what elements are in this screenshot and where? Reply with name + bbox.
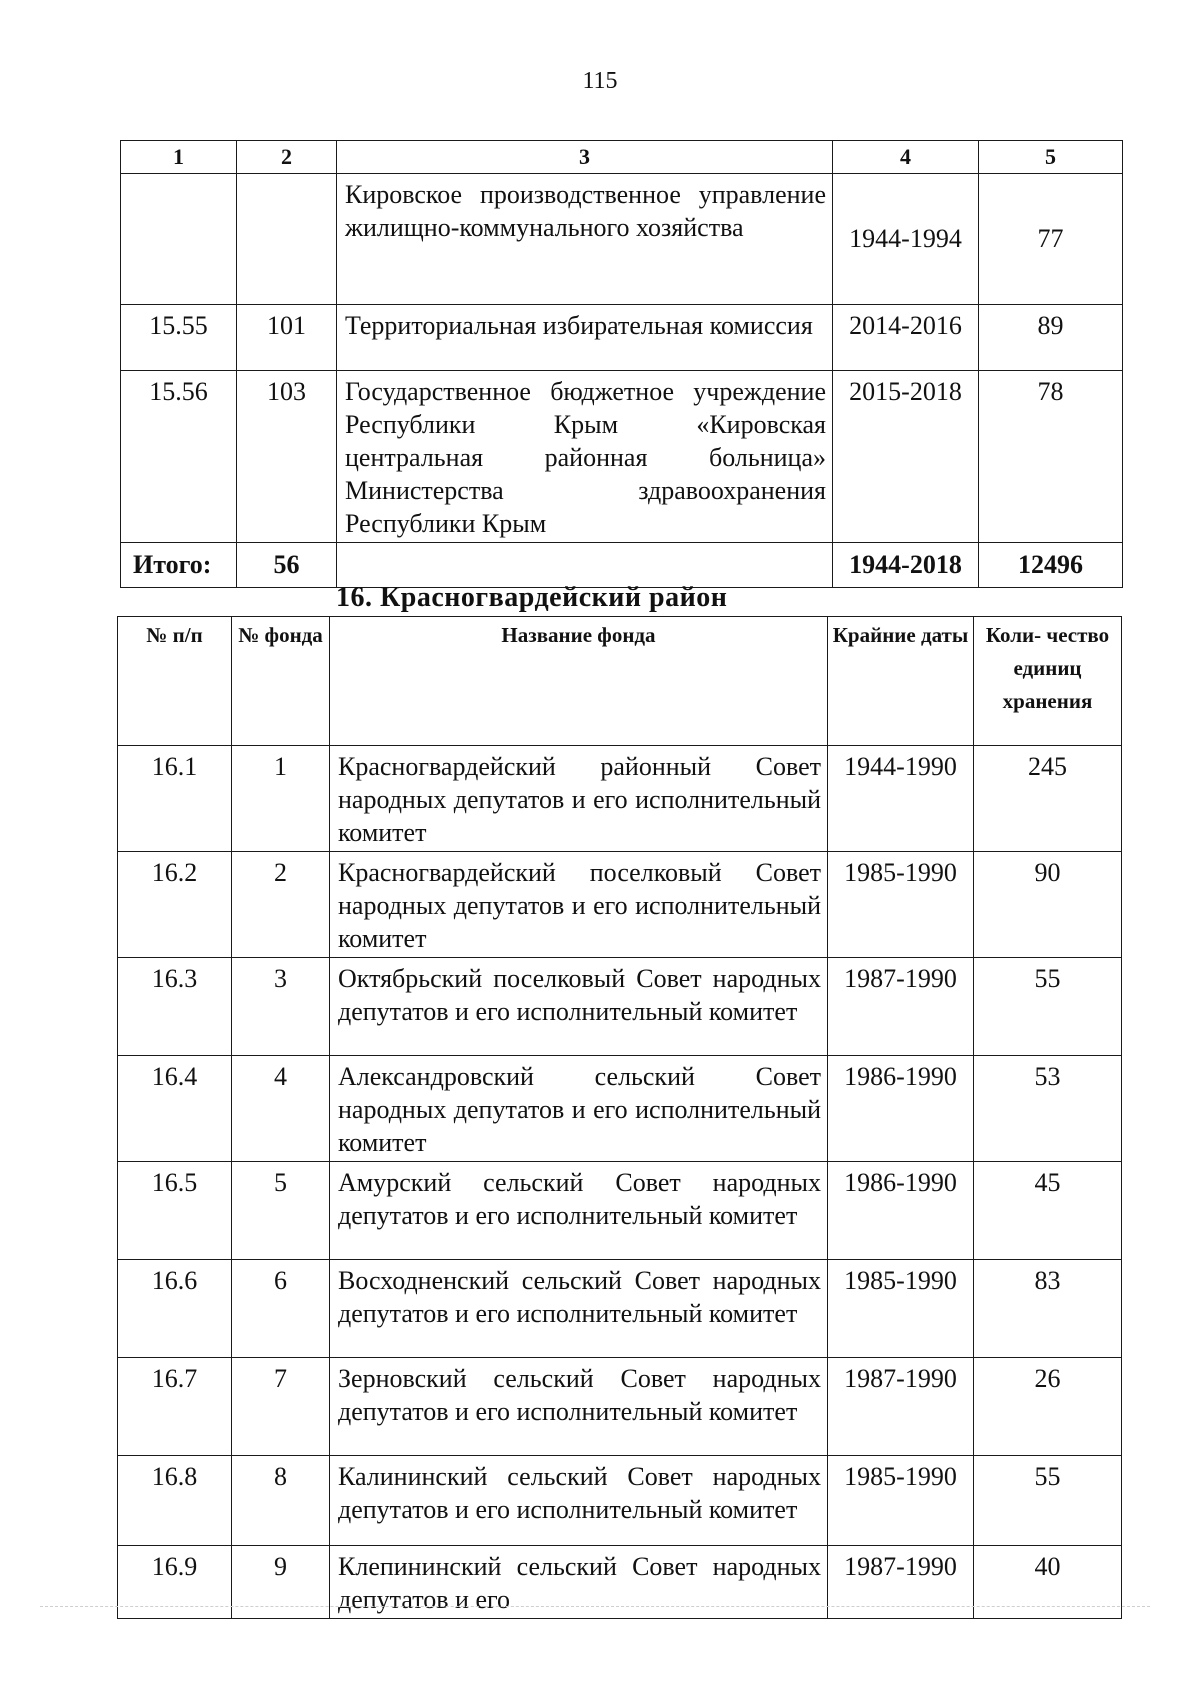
fond-number: 103 <box>237 371 337 543</box>
fond-number: 6 <box>232 1260 330 1358</box>
column-number: 4 <box>833 141 979 174</box>
header-count: Коли- чество единиц хранения <box>974 617 1122 746</box>
table-row <box>118 746 1122 852</box>
column-number: 1 <box>121 141 237 174</box>
fond-dates: 1987-1990 <box>828 958 974 1056</box>
fond-name: Клепининский сельский Совет народных депутатов и его <box>330 1546 828 1619</box>
total-count: 12496 <box>979 543 1123 588</box>
row-number: 15.56 <box>121 371 237 543</box>
fond-count: 45 <box>974 1162 1122 1260</box>
fond-number: 7 <box>232 1358 330 1456</box>
table-row <box>121 305 1123 371</box>
fond-dates: 2014-2016 <box>833 305 979 371</box>
column-number-row <box>121 141 1123 174</box>
row-number: 16.7 <box>118 1358 232 1456</box>
row-number: 16.8 <box>118 1456 232 1546</box>
section-title: 16. Красногвардейский район <box>336 582 728 613</box>
fond-count: 40 <box>974 1546 1122 1619</box>
fond-name: Кировское производственное управление жилищно-коммунального хозяйства <box>337 174 833 305</box>
fond-name: Восходненский сельский Совет народных депутатов и его исполнительный комитет <box>330 1260 828 1358</box>
fond-number: 3 <box>232 958 330 1056</box>
fond-dates: 2015-2018 <box>833 371 979 543</box>
fond-count: 245 <box>974 746 1122 852</box>
header-fond-name: Название фонда <box>330 617 828 746</box>
row-number: 16.6 <box>118 1260 232 1358</box>
row-number: 16.9 <box>118 1546 232 1619</box>
table-row <box>118 1358 1122 1456</box>
row-number: 16.5 <box>118 1162 232 1260</box>
fond-name: Александровский сельский Совет народных депутатов и его исполнительный комитет <box>330 1056 828 1162</box>
fond-dates: 1944-1994 <box>833 174 979 305</box>
fond-dates: 1944-1990 <box>828 746 974 852</box>
fond-number: 1 <box>232 746 330 852</box>
fond-name: Амурский сельский Совет народных депутатов и его исполнительный комитет <box>330 1162 828 1260</box>
page-number: 115 <box>582 68 618 94</box>
fond-count: 26 <box>974 1358 1122 1456</box>
total-empty-cell <box>337 543 833 588</box>
row-number: 15.55 <box>121 305 237 371</box>
fond-name: Калининский сельский Совет народных депутатов и его исполнительный комитет <box>330 1456 828 1546</box>
header-dates: Крайние даты <box>828 617 974 746</box>
fond-number: 101 <box>237 305 337 371</box>
fond-count: 55 <box>974 1456 1122 1546</box>
total-row <box>121 543 1123 588</box>
total-dates: 1944-2018 <box>833 543 979 588</box>
fond-dates: 1985-1990 <box>828 1260 974 1358</box>
fond-name: Октябрьский поселковый Совет народных депутатов и его исполнительный комитет <box>330 958 828 1056</box>
fond-count: 90 <box>974 852 1122 958</box>
row-number: 16.3 <box>118 958 232 1056</box>
table-row <box>118 1056 1122 1162</box>
fond-number: 2 <box>232 852 330 958</box>
fond-number: 4 <box>232 1056 330 1162</box>
table-row <box>118 958 1122 1056</box>
column-number: 2 <box>237 141 337 174</box>
column-number: 3 <box>337 141 833 174</box>
fond-count: 89 <box>979 305 1123 371</box>
fond-table <box>117 616 1122 1619</box>
table-row <box>118 1162 1122 1260</box>
header-fond-number: № фонда <box>232 617 330 746</box>
fond-count: 78 <box>979 371 1123 543</box>
row-number: 16.1 <box>118 746 232 852</box>
fond-dates: 1987-1990 <box>828 1546 974 1619</box>
table-row <box>118 852 1122 958</box>
top-table <box>120 140 1123 588</box>
fond-count: 77 <box>979 174 1123 305</box>
row-number: 16.4 <box>118 1056 232 1162</box>
table-row <box>121 174 1123 305</box>
fond-dates: 1986-1990 <box>828 1056 974 1162</box>
fond-number: 9 <box>232 1546 330 1619</box>
scan-artifact-line <box>40 1606 1150 1607</box>
fond-name: Красногвардейский поселковый Совет народных депутатов и его исполнительный комитет <box>330 852 828 958</box>
total-label: Итого: <box>121 543 237 588</box>
table-row <box>118 1456 1122 1546</box>
row-number: 16.2 <box>118 852 232 958</box>
fond-dates: 1986-1990 <box>828 1162 974 1260</box>
fond-name: Красногвардейский районный Совет народных депутатов и его исполнительный комитет <box>330 746 828 852</box>
row-number <box>121 174 237 305</box>
table-row <box>121 371 1123 543</box>
fond-name: Территориальная избирательная комиссия <box>337 305 833 371</box>
fond-number: 8 <box>232 1456 330 1546</box>
fond-dates: 1987-1990 <box>828 1358 974 1456</box>
header-row-number: № п/п <box>118 617 232 746</box>
header-row <box>118 617 1122 746</box>
fond-dates: 1985-1990 <box>828 1456 974 1546</box>
fond-count: 83 <box>974 1260 1122 1358</box>
fond-count: 55 <box>974 958 1122 1056</box>
column-number: 5 <box>979 141 1123 174</box>
table-row <box>118 1260 1122 1358</box>
total-fond-count: 56 <box>237 543 337 588</box>
table-row <box>118 1546 1122 1619</box>
fond-count: 53 <box>974 1056 1122 1162</box>
fond-dates: 1985-1990 <box>828 852 974 958</box>
fond-number <box>237 174 337 305</box>
fond-name: Зерновский сельский Совет народных депутатов и его исполнительный комитет <box>330 1358 828 1456</box>
fond-name: Государственное бюджетное учреждение Республики Крым «Кировская центральная районная больница» Министерства здравоохранения Республики Крым <box>337 371 833 543</box>
fond-number: 5 <box>232 1162 330 1260</box>
